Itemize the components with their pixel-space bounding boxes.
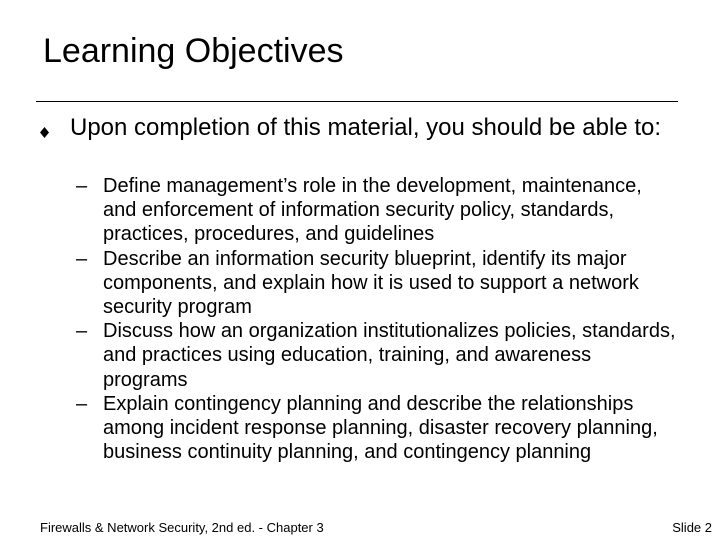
objective-list [76,174,676,464]
objective-text: Describe an information security blueprint, identify its major components, and explain how it is used to support a network security program [103,247,639,319]
page-title: Learning Objectives [43,32,344,70]
dash-marker: – [76,175,88,197]
diamond-bullet-icon [40,127,49,138]
main-bullet-text: Upon completion of this material, you should be able to: [70,114,662,141]
slide-number: Slide 2 [672,520,712,535]
main-bullet [38,115,678,141]
list-item [76,319,676,392]
objective-text: Explain contingency planning and describe the relationships among incident response planning, disaster recovery planning, business continuity planning, and contingency planning [103,392,658,464]
list-item [76,392,676,465]
dash-marker: – [76,247,88,270]
dash-marker: – [76,392,88,415]
title-divider [36,101,678,102]
objective-text: Discuss how an organization institutionalizes policies, standards, and practices using education, training, and awareness programs [103,320,676,391]
footer-course-title: Firewalls & Network Security, 2nd ed. - Chapter 3 [40,520,324,535]
list-item [76,174,676,247]
dash-marker: – [76,320,88,343]
objective-text: Define management’s role in the development, maintenance, and enforcement of information security policy, standards, practices, procedures, and guidelines [103,175,642,246]
list-item [76,247,676,320]
